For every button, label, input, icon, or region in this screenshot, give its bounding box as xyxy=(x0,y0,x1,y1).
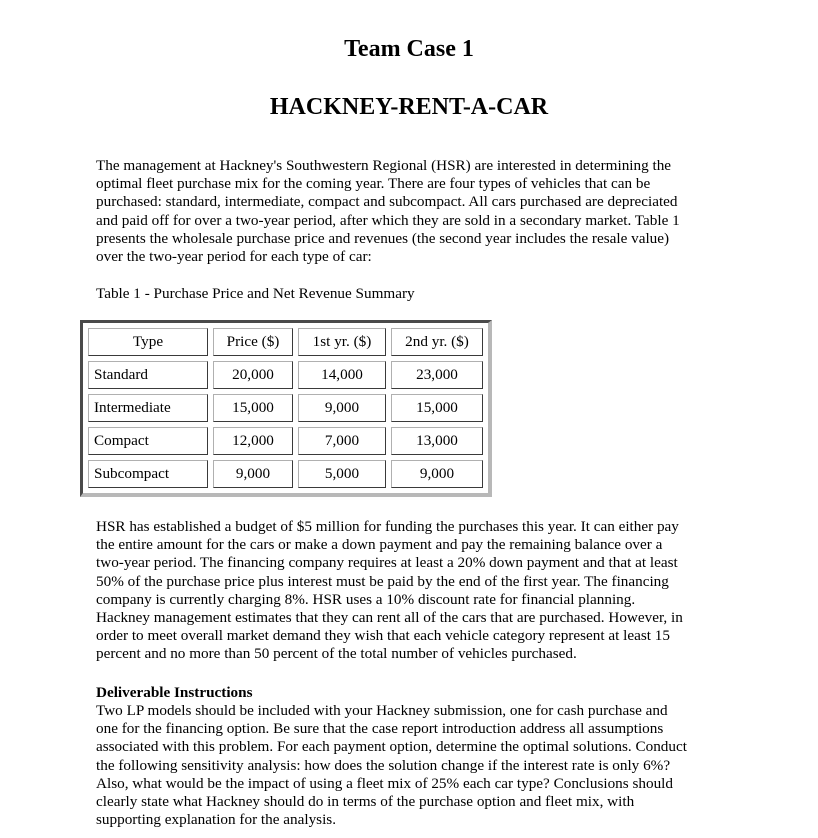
text-line: order to meet overall market demand they wish that each vehicle category represent at least 15 xyxy=(96,627,670,645)
second-year-cell: 9,000 xyxy=(391,460,483,488)
text-line: Two LP models should be included with your Hackney submission, one for cash purchase and xyxy=(96,702,668,719)
text-line: the following sensitivity analysis: how does the solution change if the interest rate is only 6%? xyxy=(96,756,671,774)
text-line: and paid off for over a two-year period, after which they are sold in a secondary market. Table 1 xyxy=(96,211,680,229)
text-line: company is currently charging 8%. HSR uses a 10% discount rate for financial planning. xyxy=(96,590,636,608)
column-header-type: Type xyxy=(88,328,208,356)
price-cell: 20,000 xyxy=(213,361,293,389)
text-line: Also, what would be the impact of using a fleet mix of 25% each car type? Conclusions should xyxy=(96,774,673,792)
column-header-second-year: 2nd yr. ($) xyxy=(391,328,483,356)
text-line: associated with this problem. For each payment option, determine the optimal solutions. Conduct xyxy=(96,738,687,756)
text-line: optimal fleet purchase mix for the coming year. There are four types of vehicles that can be xyxy=(96,175,651,193)
table-header-row xyxy=(88,328,483,356)
deliverable-heading: Deliverable Instructions xyxy=(96,684,253,701)
table-row xyxy=(88,427,483,455)
first-year-cell: 7,000 xyxy=(298,427,386,455)
text-line: 50% of the purchase price plus interest must be paid by the end of the first year. The financing xyxy=(96,572,669,590)
page-title: Team Case 1 xyxy=(344,36,474,62)
text-line: The management at Hackney's Southwestern Regional (HSR) are interested in determining the xyxy=(96,157,672,174)
first-year-cell: 9,000 xyxy=(298,394,386,422)
price-cell: 9,000 xyxy=(213,460,293,488)
price-cell: 12,000 xyxy=(213,427,293,455)
first-year-cell: 5,000 xyxy=(298,460,386,488)
type-cell: Standard xyxy=(88,361,208,389)
column-header-first-year: 1st yr. ($) xyxy=(298,328,386,356)
table-caption: Table 1 - Purchase Price and Net Revenue Summary xyxy=(96,285,415,302)
text-line: presents the wholesale purchase price and revenues (the second year includes the resale value) xyxy=(96,229,670,247)
text-line: two-year period. The financing company requires at least a 20% down payment and that at least xyxy=(96,554,678,572)
text-line: supporting explanation for the analysis. xyxy=(96,811,336,829)
column-header-price: Price ($) xyxy=(213,328,293,356)
price-cell: 15,000 xyxy=(213,394,293,422)
type-cell: Compact xyxy=(88,427,208,455)
text-line: purchased: standard, intermediate, compact and subcompact. All cars purchased are depreciated xyxy=(96,193,678,211)
table-row xyxy=(88,394,483,422)
text-line: one for the financing option. Be sure that the case report introduction address all assumptions xyxy=(96,720,664,738)
text-line: Hackney management estimates that they can rent all of the cars that are purchased. However, in xyxy=(96,609,683,627)
intro-paragraph xyxy=(96,157,736,266)
text-line: over the two-year period for each type of car: xyxy=(96,248,372,266)
second-year-cell: 23,000 xyxy=(391,361,483,389)
deliverable-paragraph xyxy=(96,702,736,829)
second-year-cell: 15,000 xyxy=(391,394,483,422)
table-row xyxy=(88,460,483,488)
budget-paragraph xyxy=(96,518,736,664)
text-line: clearly state what Hackney should do in terms of the purchase option and fleet mix, with xyxy=(96,793,635,811)
text-line: the entire amount for the cars or make a down payment and pay the remaining balance over a xyxy=(96,536,663,554)
case-subtitle: HACKNEY-RENT-A-CAR xyxy=(269,94,549,120)
type-cell: Subcompact xyxy=(88,460,208,488)
price-revenue-table xyxy=(80,320,492,497)
text-line: HSR has established a budget of $5 million for funding the purchases this year. It can either pay xyxy=(96,518,679,535)
text-line: percent and no more than 50 percent of the total number of vehicles purchased. xyxy=(96,645,577,663)
type-cell: Intermediate xyxy=(88,394,208,422)
table-row xyxy=(88,361,483,389)
first-year-cell: 14,000 xyxy=(298,361,386,389)
second-year-cell: 13,000 xyxy=(391,427,483,455)
